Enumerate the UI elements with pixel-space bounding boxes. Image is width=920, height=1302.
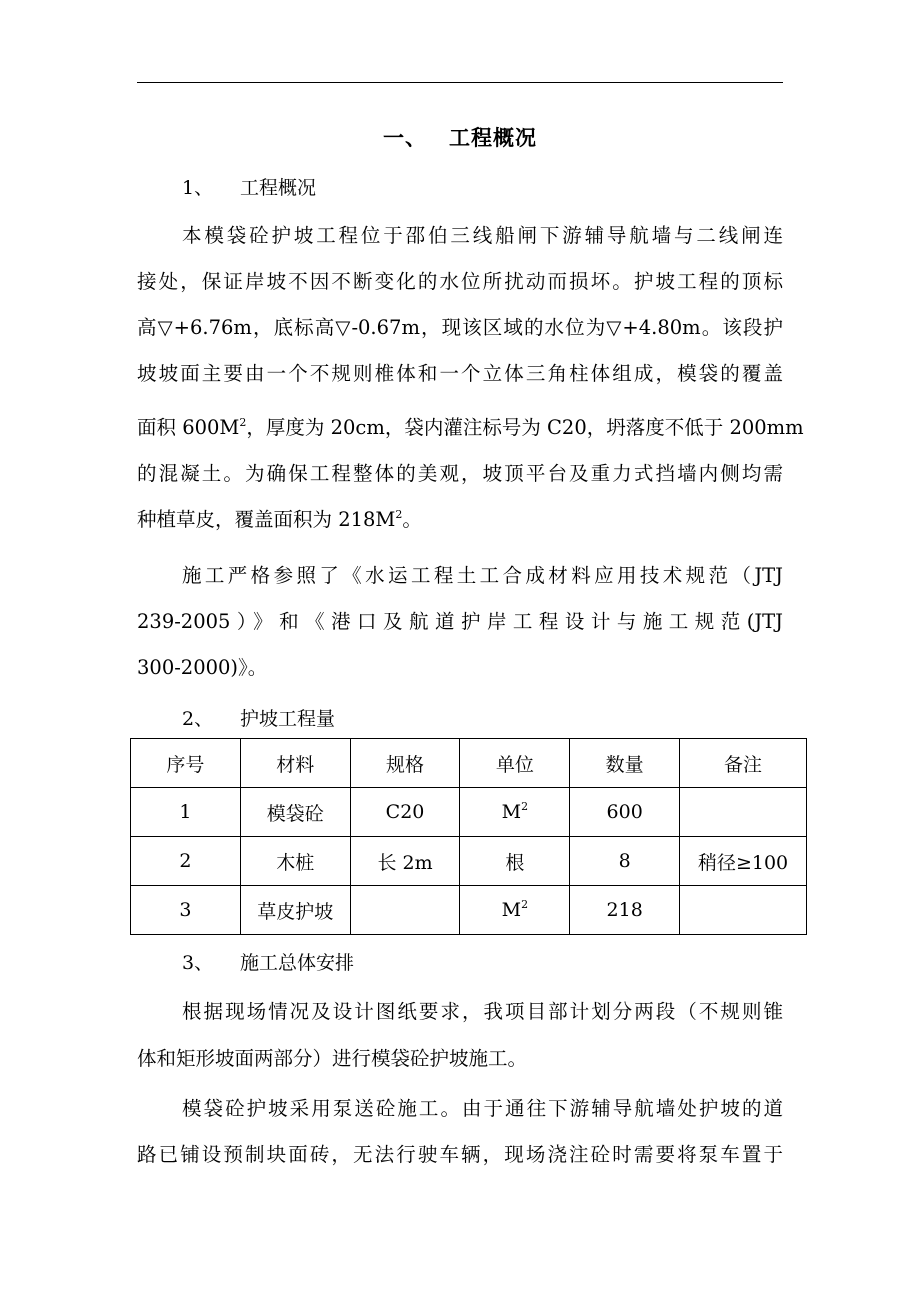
unit-superscript: 2 [521,898,529,911]
para2-line: 239-2005）》和《港口及航道护岸工程设计与施工规范(JTJ [137,610,783,633]
subsection-3-number: 3、 [182,952,214,974]
table-cell-note [680,788,807,837]
table-cell-qty: 218 [570,886,680,935]
section-number: 一、 [383,125,427,150]
table-cell-no: 2 [131,837,241,886]
para4-line: 模袋砼护坡采用泵送砼施工。由于通往下游辅导航墙处护坡的道 [182,1097,783,1120]
subsection-2-title: 护坡工程量 [240,708,336,730]
table-header-cell: 备注 [680,739,807,788]
table-cell-spec: 长 2m [350,837,460,886]
table-row [131,837,807,886]
table-cell-spec [350,886,460,935]
superscript: 2 [395,508,403,521]
table-cell-note: 稍径≥100 [680,837,807,886]
table-row [131,788,807,837]
subsection-1-heading [182,173,316,200]
table-cell-note [680,886,807,935]
para2-line: 施工严格参照了《水运工程土工合成材料应用技术规范（JTJ [182,564,783,587]
unit-text: M [501,899,522,921]
para1-line: 坡坡面主要由一个不规则椎体和一个立体三角柱体组成，模袋的覆盖 [137,362,783,385]
unit-text: 根 [505,851,525,874]
para3-line: 体和矩形坡面两部分）进行模袋砼护坡施工。 [137,1047,528,1070]
subsection-1-number: 1、 [182,177,214,199]
table-cell-material: 木桩 [240,837,350,886]
header-rule [137,82,783,83]
section-title [0,122,920,152]
table-cell-unit [460,886,570,935]
table-cell-spec: C20 [350,788,460,837]
para1-line: 的混凝土。为确保工程整体的美观，坡顶平台及重力式挡墙内侧均需 [137,462,783,485]
quantity-table [130,738,807,935]
section-title-text: 工程概况 [449,125,537,150]
unit-text: M [501,801,522,823]
table-cell-no: 1 [131,788,241,837]
table-cell-unit [460,837,570,886]
subsection-3-heading [182,948,354,975]
table-header-cell: 单位 [460,739,570,788]
para4-line: 路已铺设预制块面砖，无法行驶车辆，现场浇注砼时需要将泵车置于 [137,1143,783,1166]
para1-line [137,412,804,440]
subsection-1-title: 工程概况 [240,177,317,199]
para1-line [137,504,783,532]
table-header-cell: 序号 [131,739,241,788]
subsection-2-number: 2、 [182,708,214,730]
unit-superscript: 2 [521,800,529,813]
table-cell-material: 模袋砼 [240,788,350,837]
table-cell-qty: 600 [570,788,680,837]
table-row [131,886,807,935]
table-header-row [131,739,807,788]
table-header-cell: 材料 [240,739,350,788]
para1-line: 接处，保证岸坡不因不断变化的水位所扰动而损坏。护坡工程的顶标 [137,270,783,293]
subsection-2-heading [182,704,335,731]
table-cell-no: 3 [131,886,241,935]
para3-line: 根据现场情况及设计图纸要求，我项目部计划分两段（不规则锥 [182,1000,783,1023]
para1-line: 高▽+6.76m，底标高▽-0.67m，现该区域的水位为▽+4.80m。该段护 [137,316,783,339]
table-header-cell: 规格 [350,739,460,788]
para1-line: 本模袋砼护坡工程位于邵伯三线船闸下游辅导航墙与二线闸连 [182,224,783,247]
para1-line5-text-a: 面积 600M [137,416,240,439]
superscript: 2 [239,416,247,429]
table-cell-unit [460,788,570,837]
para1-line5-text-b: ，厚度为 20cm，袋内灌注标号为 C20，坍落度不低于 200mm [246,416,804,439]
table-cell-material: 草皮护坡 [240,886,350,935]
para2-line: 300-2000)》。 [137,656,268,679]
table-header-cell: 数量 [570,739,680,788]
table-cell-qty: 8 [570,837,680,886]
para1-line7-text-b: 。 [402,508,422,531]
para1-line7-text-a: 种植草皮，覆盖面积为 218M [137,508,396,531]
subsection-3-title: 施工总体安排 [240,952,355,974]
